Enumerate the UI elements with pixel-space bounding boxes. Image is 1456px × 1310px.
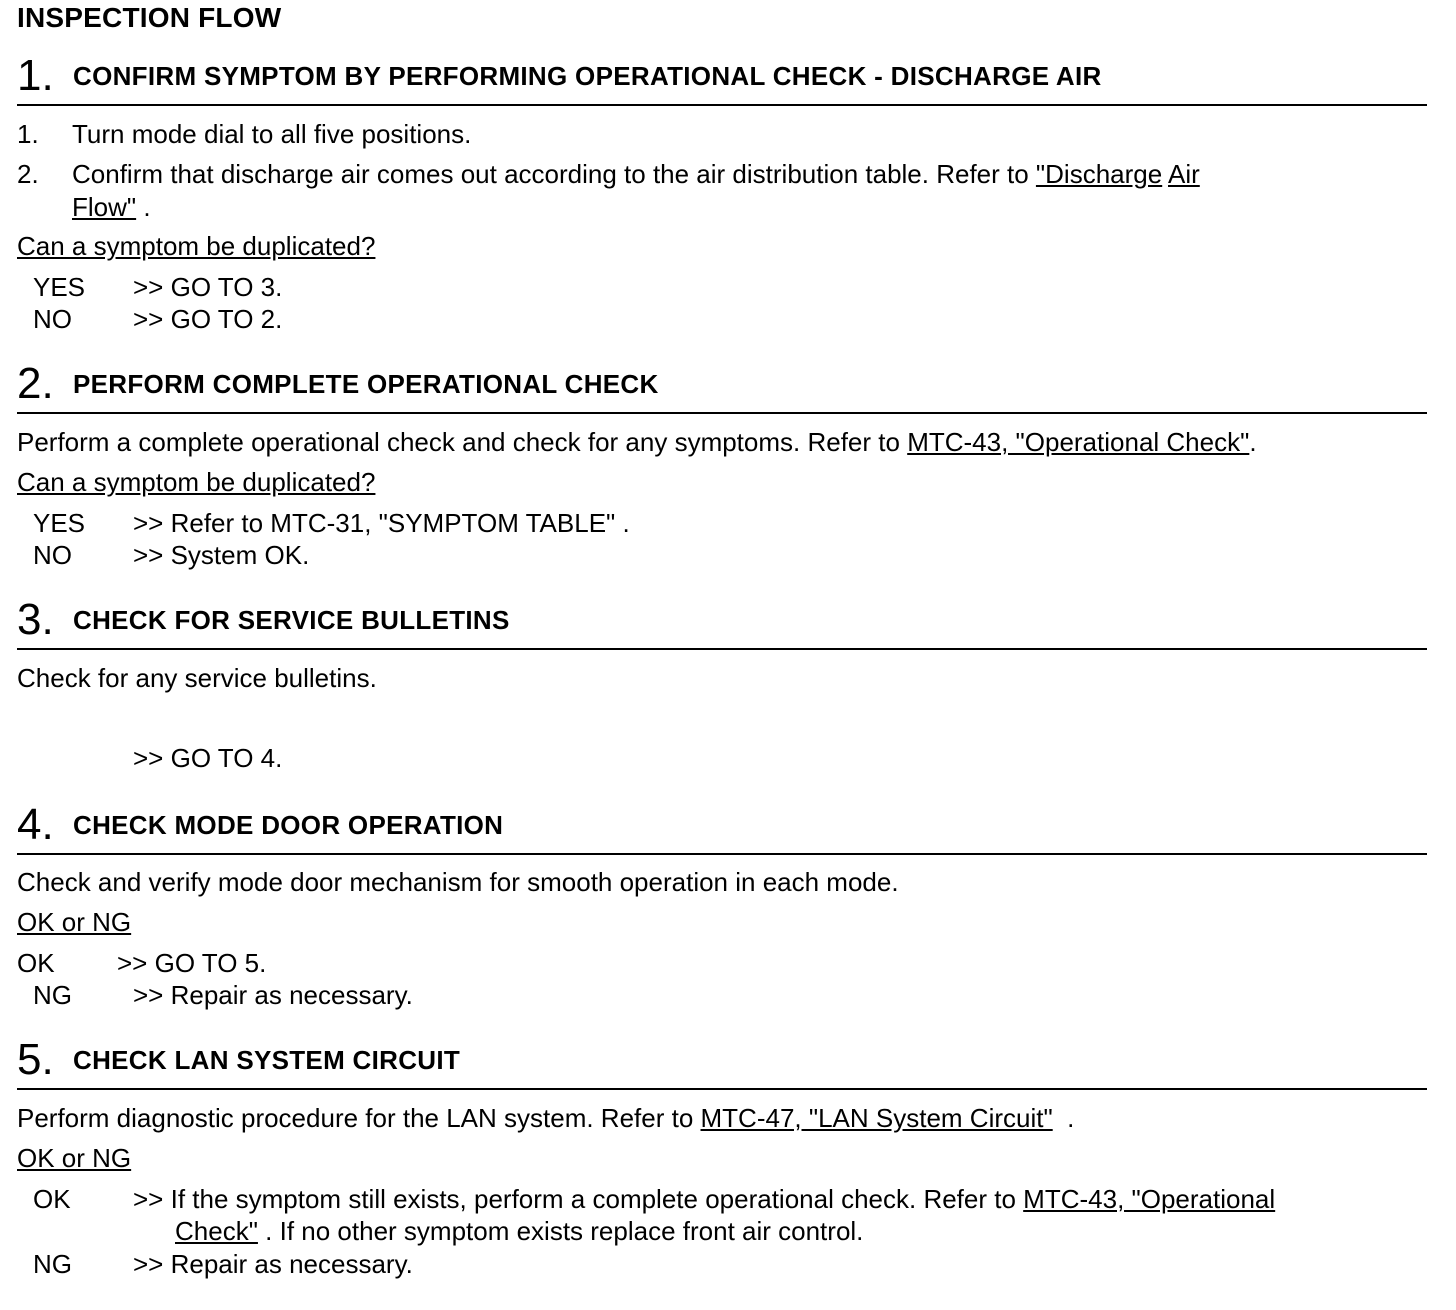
answer-label: YES (33, 272, 86, 302)
step-number: 4. (17, 800, 54, 849)
operational-check-link[interactable]: MTC-43, "Operational Check" (907, 427, 1250, 457)
answer-action-prefix: >> If the symptom still exists, perform a complete operational check. Refer to (133, 1184, 1024, 1214)
answer-action: >> GO TO 3. (133, 272, 283, 302)
list-item-marker: 2. (17, 159, 39, 189)
step-number: 5. (17, 1035, 54, 1084)
list-item-text: Turn mode dial to all five positions. (72, 119, 472, 149)
step-body (17, 1102, 1074, 1134)
answer-label: NO (33, 304, 72, 334)
step-number: 2. (17, 359, 54, 408)
answer-action: >> GO TO 4. (133, 743, 283, 773)
answer-action: >> GO TO 5. (117, 948, 267, 978)
step-title: CONFIRM SYMPTOM BY PERFORMING OPERATIONAL CHECK - DISCHARGE AIR (73, 61, 1102, 91)
answer-action: >> System OK. (133, 540, 310, 570)
question: Can a symptom be duplicated? (17, 231, 376, 261)
question: OK or NG (17, 1143, 132, 1173)
operational-check-link-2[interactable]: Check" (175, 1216, 258, 1246)
answer-action (133, 1183, 1275, 1215)
answer-action: >> Refer to MTC-31, "SYMPTOM TABLE" . (133, 508, 630, 538)
step-body (17, 426, 1257, 458)
step-body-suffix: . (1249, 427, 1257, 457)
answer-label: NG (33, 1249, 72, 1279)
step-body: Check and verify mode door mechanism for smooth operation in each mode. (17, 867, 899, 897)
list-item-text-prefix: Confirm that discharge air comes out according to the air distribution table. Refer to (72, 159, 1036, 189)
step-body-prefix: Perform diagnostic procedure for the LAN system. Refer to (17, 1103, 701, 1133)
step-title: CHECK FOR SERVICE BULLETINS (73, 605, 510, 635)
step-4-header (17, 795, 1427, 855)
answer-label: NO (33, 540, 72, 570)
discharge-air-link-3[interactable]: Flow" (72, 192, 137, 222)
step-1-header (17, 46, 1427, 106)
answer-action: >> Repair as necessary. (133, 980, 413, 1010)
step-title: CHECK LAN SYSTEM CIRCUIT (73, 1045, 461, 1075)
answer-action-suffix: . If no other symptom exists replace front air control. (257, 1216, 864, 1246)
document-title: INSPECTION FLOW (17, 2, 282, 33)
list-item-suffix: . (136, 192, 151, 222)
answer-label: OK (17, 948, 55, 978)
step-title: PERFORM COMPLETE OPERATIONAL CHECK (73, 369, 659, 399)
operational-check-link[interactable]: MTC-43, "Operational (1023, 1184, 1276, 1214)
question: OK or NG (17, 907, 132, 937)
step-title: CHECK MODE DOOR OPERATION (73, 810, 504, 840)
list-item-marker: 1. (17, 119, 39, 149)
answer-action: >> GO TO 2. (133, 304, 283, 334)
step-3-header (17, 590, 1427, 650)
step-body-prefix: Perform a complete operational check and check for any symptoms. Refer to (17, 427, 908, 457)
question: Can a symptom be duplicated? (17, 467, 376, 497)
step-body-suffix: . (1052, 1103, 1075, 1133)
discharge-air-link[interactable]: "Discharge (1035, 159, 1163, 189)
answer-action: >> Repair as necessary. (133, 1249, 413, 1279)
list-item-text-cont (72, 191, 151, 223)
step-body: Check for any service bulletins. (17, 663, 377, 693)
step-5-header (17, 1030, 1427, 1090)
answer-label: OK (33, 1184, 71, 1214)
list-item-text (72, 158, 1200, 190)
answer-label: YES (33, 508, 86, 538)
lan-system-circuit-link[interactable]: MTC-47, "LAN System Circuit" (700, 1103, 1053, 1133)
step-2-header (17, 354, 1427, 414)
discharge-air-link-2[interactable]: Air (1168, 159, 1200, 189)
step-number: 3. (17, 595, 54, 644)
answer-action-cont (175, 1215, 863, 1247)
answer-label: NG (33, 980, 72, 1010)
step-number: 1. (17, 51, 54, 100)
